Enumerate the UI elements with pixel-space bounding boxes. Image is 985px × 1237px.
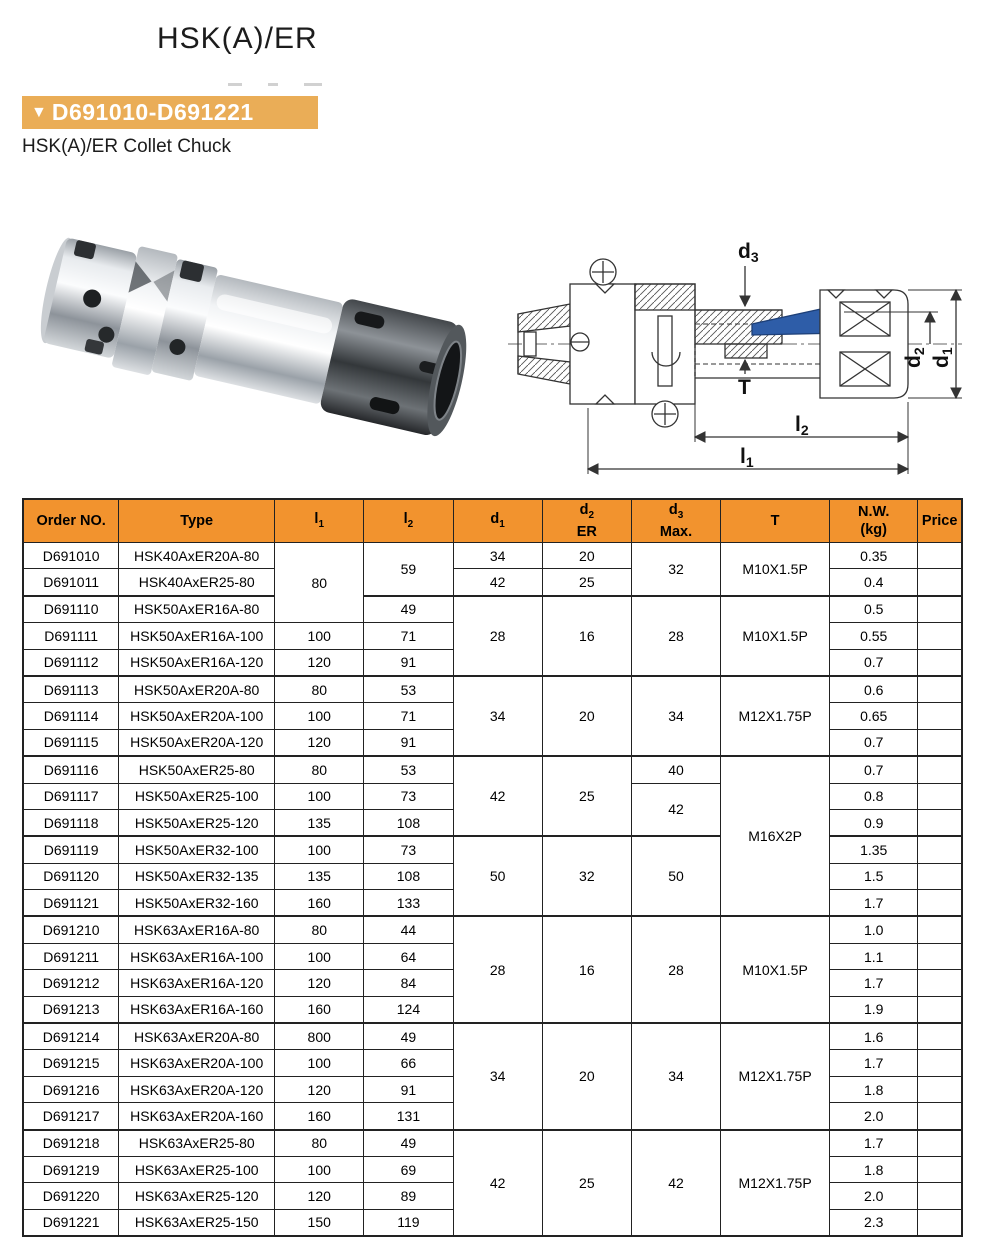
table-cell: HSK50AxER20A-80 (119, 676, 275, 703)
table-cell: 1.7 (830, 970, 918, 996)
col-header-d1: $d_1$ (453, 499, 542, 543)
order-range-text: D691010-D691221 (51, 99, 254, 125)
table-cell: 0.7 (830, 729, 918, 756)
col-header-l1: $l_1$ (275, 499, 364, 543)
table-cell: 20 (542, 543, 631, 569)
table-cell: 25 (542, 1130, 631, 1237)
table-cell: 91 (364, 1076, 453, 1102)
table-row (23, 756, 962, 783)
table-cell: D691116 (23, 756, 119, 783)
table-cell: HSK63AxER20A-160 (119, 1103, 275, 1130)
table-cell: 0.9 (830, 809, 918, 836)
table-cell: HSK63AxER20A-100 (119, 1050, 275, 1076)
table-cell: D691121 (23, 890, 119, 917)
table-cell: 0.55 (830, 623, 918, 649)
table-cell: HSK63AxER16A-100 (119, 943, 275, 969)
table-cell: 108 (364, 809, 453, 836)
table-cell: D691010 (23, 543, 119, 569)
table-cell: 73 (364, 783, 453, 809)
table-cell: M12X1.75P (721, 676, 830, 756)
table-cell: 0.6 (830, 676, 918, 703)
table-cell: 25 (542, 569, 631, 596)
table-cell: 100 (275, 1156, 364, 1182)
table-cell: D691120 (23, 863, 119, 889)
dim-label-d3: d3 (738, 240, 759, 265)
table-cell: 40 (631, 756, 720, 783)
table-row (23, 596, 962, 623)
table-cell: 1.6 (830, 1023, 918, 1050)
table-cell (918, 596, 962, 623)
table-cell (918, 943, 962, 969)
table-cell: HSK50AxER16A-120 (119, 649, 275, 676)
table-cell: 160 (275, 1103, 364, 1130)
table-row (23, 676, 962, 703)
triangle-down-icon: ▼ (31, 103, 47, 121)
technical-drawing (500, 232, 980, 487)
table-cell: HSK63AxER25-150 (119, 1209, 275, 1236)
table-cell: HSK63AxER16A-120 (119, 970, 275, 996)
table-cell: 120 (275, 729, 364, 756)
table-cell: 1.35 (830, 836, 918, 863)
table-cell: 1.5 (830, 863, 918, 889)
table-cell: 34 (453, 1023, 542, 1130)
table-cell: 124 (364, 996, 453, 1023)
table-cell: D691218 (23, 1130, 119, 1157)
product-subtitle: HSK(A)/ER Collet Chuck (22, 136, 232, 157)
table-cell: 120 (275, 1183, 364, 1209)
table-cell: D691112 (23, 649, 119, 676)
table-cell: 42 (631, 1130, 720, 1237)
table-cell: HSK50AxER32-100 (119, 836, 275, 863)
col-header-price: Price (918, 499, 962, 543)
table-cell: D691011 (23, 569, 119, 596)
table-cell: HSK50AxER32-160 (119, 890, 275, 917)
product-photo (30, 185, 470, 485)
table-cell: 49 (364, 596, 453, 623)
table-cell (918, 783, 962, 809)
table-cell: 34 (631, 1023, 720, 1130)
table-cell: D691213 (23, 996, 119, 1023)
table-cell: HSK63AxER20A-120 (119, 1076, 275, 1102)
table-cell: 1.8 (830, 1076, 918, 1102)
table-cell: 160 (275, 890, 364, 917)
table-cell: 0.65 (830, 703, 918, 729)
table-cell (918, 756, 962, 783)
col-header-nw: N.W. (kg) (830, 499, 918, 543)
table-cell (918, 569, 962, 596)
table-cell: 120 (275, 970, 364, 996)
table-cell: HSK63AxER25-120 (119, 1183, 275, 1209)
table-cell (918, 649, 962, 676)
table-cell: 2.3 (830, 1209, 918, 1236)
col-header-l2: $l_2$ (364, 499, 453, 543)
table-cell: 53 (364, 756, 453, 783)
table-cell: HSK50AxER25-100 (119, 783, 275, 809)
table-cell: 64 (364, 943, 453, 969)
table-cell: 50 (631, 836, 720, 916)
table-cell: 20 (542, 676, 631, 756)
table-cell: 91 (364, 649, 453, 676)
table-cell: 1.0 (830, 916, 918, 943)
table-cell: 100 (275, 943, 364, 969)
table-cell (918, 1183, 962, 1209)
table-cell: M10X1.5P (721, 543, 830, 596)
table-cell: 0.7 (830, 649, 918, 676)
table-cell: M16X2P (721, 756, 830, 916)
table-cell: 119 (364, 1209, 453, 1236)
table-cell: 108 (364, 863, 453, 889)
table-cell: HSK63AxER16A-160 (119, 996, 275, 1023)
table-cell: 1.9 (830, 996, 918, 1023)
table-cell (918, 863, 962, 889)
table-cell: 28 (631, 916, 720, 1023)
table-cell: 42 (631, 783, 720, 836)
table-cell (918, 996, 962, 1023)
table-cell: M12X1.75P (721, 1130, 830, 1237)
table-row (23, 1023, 962, 1050)
table-row (23, 543, 962, 569)
table-cell: 53 (364, 676, 453, 703)
table-cell: D691118 (23, 809, 119, 836)
table-cell: HSK40AxER20A-80 (119, 543, 275, 569)
table-cell: 20 (542, 1023, 631, 1130)
table-cell: 1.8 (830, 1156, 918, 1182)
table-cell: 131 (364, 1103, 453, 1130)
table-cell: 34 (453, 676, 542, 756)
table-cell: D691220 (23, 1183, 119, 1209)
table-cell: 1.7 (830, 1050, 918, 1076)
table-cell (918, 1076, 962, 1102)
table-cell: D691221 (23, 1209, 119, 1236)
table-cell (918, 1050, 962, 1076)
table-cell (918, 703, 962, 729)
table-cell: 34 (453, 543, 542, 569)
table-cell: 133 (364, 890, 453, 917)
table-cell: HSK63AxER25-80 (119, 1130, 275, 1157)
table-cell: 0.4 (830, 569, 918, 596)
table-cell (918, 729, 962, 756)
table-cell: 80 (275, 916, 364, 943)
table-cell: 28 (453, 916, 542, 1023)
table-cell: HSK50AxER25-120 (119, 809, 275, 836)
table-cell: 100 (275, 783, 364, 809)
table-cell: D691117 (23, 783, 119, 809)
table-cell: 32 (631, 543, 720, 596)
table-cell: 80 (275, 756, 364, 783)
table-row (23, 1130, 962, 1157)
table-cell: 1.1 (830, 943, 918, 969)
table-cell: 32 (542, 836, 631, 916)
table-cell (918, 1209, 962, 1236)
table-cell: HSK50AxER20A-120 (119, 729, 275, 756)
table-cell: D691111 (23, 623, 119, 649)
table-cell: 44 (364, 916, 453, 943)
table-cell: 0.5 (830, 596, 918, 623)
table-cell: D691115 (23, 729, 119, 756)
table-cell: HSK50AxER16A-80 (119, 596, 275, 623)
table-cell (918, 836, 962, 863)
table-cell: 91 (364, 729, 453, 756)
col-header-type: Type (119, 499, 275, 543)
table-cell: 69 (364, 1156, 453, 1182)
page-title: HSK(A)/ER (157, 22, 318, 55)
table-cell: 120 (275, 1076, 364, 1102)
table-cell (918, 543, 962, 569)
table-cell (918, 676, 962, 703)
table-cell: 34 (631, 676, 720, 756)
table-cell: 49 (364, 1130, 453, 1157)
table-cell: 28 (453, 596, 542, 676)
dim-label-d1: d1 (930, 347, 955, 368)
table-cell (918, 916, 962, 943)
table-cell: 89 (364, 1183, 453, 1209)
table-cell: HSK40AxER25-80 (119, 569, 275, 596)
table-cell: M10X1.5P (721, 596, 830, 676)
table-cell: D691212 (23, 970, 119, 996)
table-cell: 150 (275, 1209, 364, 1236)
table-cell: 16 (542, 916, 631, 1023)
table-cell: 100 (275, 1050, 364, 1076)
table-cell: HSK50AxER32-135 (119, 863, 275, 889)
table-cell: 0.8 (830, 783, 918, 809)
table-cell (918, 1130, 962, 1157)
col-header-d2-er: $d_2$ ER (542, 499, 631, 543)
col-header-order-no: Order NO. (23, 499, 119, 543)
table-cell: HSK63AxER25-100 (119, 1156, 275, 1182)
table-cell: HSK63AxER20A-80 (119, 1023, 275, 1050)
table-cell: D691217 (23, 1103, 119, 1130)
dim-label-t: T (738, 376, 751, 399)
table-cell: 84 (364, 970, 453, 996)
table-cell: D691210 (23, 916, 119, 943)
table-cell: 66 (364, 1050, 453, 1076)
table-cell: HSK50AxER20A-100 (119, 703, 275, 729)
dim-label-l1: l1 (740, 445, 754, 470)
table-cell: 80 (275, 543, 364, 623)
table-cell: 2.0 (830, 1103, 918, 1130)
table-cell: 100 (275, 836, 364, 863)
table-cell: 0.7 (830, 756, 918, 783)
page-crop-artifact (228, 83, 348, 89)
table-cell: 25 (542, 756, 631, 836)
table-cell: 160 (275, 996, 364, 1023)
table-cell: 135 (275, 809, 364, 836)
table-cell: 59 (364, 543, 453, 596)
table-row (23, 916, 962, 943)
table-cell: 800 (275, 1023, 364, 1050)
table-cell (918, 1103, 962, 1130)
table-cell: 73 (364, 836, 453, 863)
table-cell: 1.7 (830, 890, 918, 917)
table-cell: 100 (275, 623, 364, 649)
table-cell: 80 (275, 1130, 364, 1157)
table-cell: HSK50AxER25-80 (119, 756, 275, 783)
table-cell: 16 (542, 596, 631, 676)
order-range-banner (22, 96, 318, 129)
table-cell: D691211 (23, 943, 119, 969)
table-cell (918, 1023, 962, 1050)
table-cell: M10X1.5P (721, 916, 830, 1023)
spec-table (22, 498, 963, 1237)
table-cell: D691216 (23, 1076, 119, 1102)
table-cell (918, 890, 962, 917)
table-cell: 42 (453, 756, 542, 836)
table-cell: 42 (453, 569, 542, 596)
table-cell (918, 970, 962, 996)
table-cell: 135 (275, 863, 364, 889)
table-cell: 49 (364, 1023, 453, 1050)
table-cell (918, 1156, 962, 1182)
table-cell: D691110 (23, 596, 119, 623)
table-cell: 1.7 (830, 1130, 918, 1157)
table-cell (918, 623, 962, 649)
table-cell: 120 (275, 649, 364, 676)
table-cell: 71 (364, 623, 453, 649)
table-cell: D691114 (23, 703, 119, 729)
table-cell: D691215 (23, 1050, 119, 1076)
spec-table-container (22, 498, 963, 1237)
table-header-row (23, 499, 962, 543)
table-cell: D691214 (23, 1023, 119, 1050)
table-cell: 50 (453, 836, 542, 916)
col-header-d3-max: $d_3$ Max. (631, 499, 720, 543)
table-cell: 2.0 (830, 1183, 918, 1209)
table-cell: 42 (453, 1130, 542, 1237)
table-cell: D691119 (23, 836, 119, 863)
table-cell: D691113 (23, 676, 119, 703)
table-cell: HSK63AxER16A-80 (119, 916, 275, 943)
table-cell: 28 (631, 596, 720, 676)
dim-label-d2: d2 (902, 347, 927, 368)
table-cell: HSK50AxER16A-100 (119, 623, 275, 649)
table-cell: 80 (275, 676, 364, 703)
table-cell: M12X1.75P (721, 1023, 830, 1130)
table-cell: 0.35 (830, 543, 918, 569)
dim-label-l2: l2 (795, 413, 809, 438)
col-header-t: T (721, 499, 830, 543)
table-cell: 100 (275, 703, 364, 729)
table-cell: 71 (364, 703, 453, 729)
table-cell: D691219 (23, 1156, 119, 1182)
table-cell (918, 809, 962, 836)
